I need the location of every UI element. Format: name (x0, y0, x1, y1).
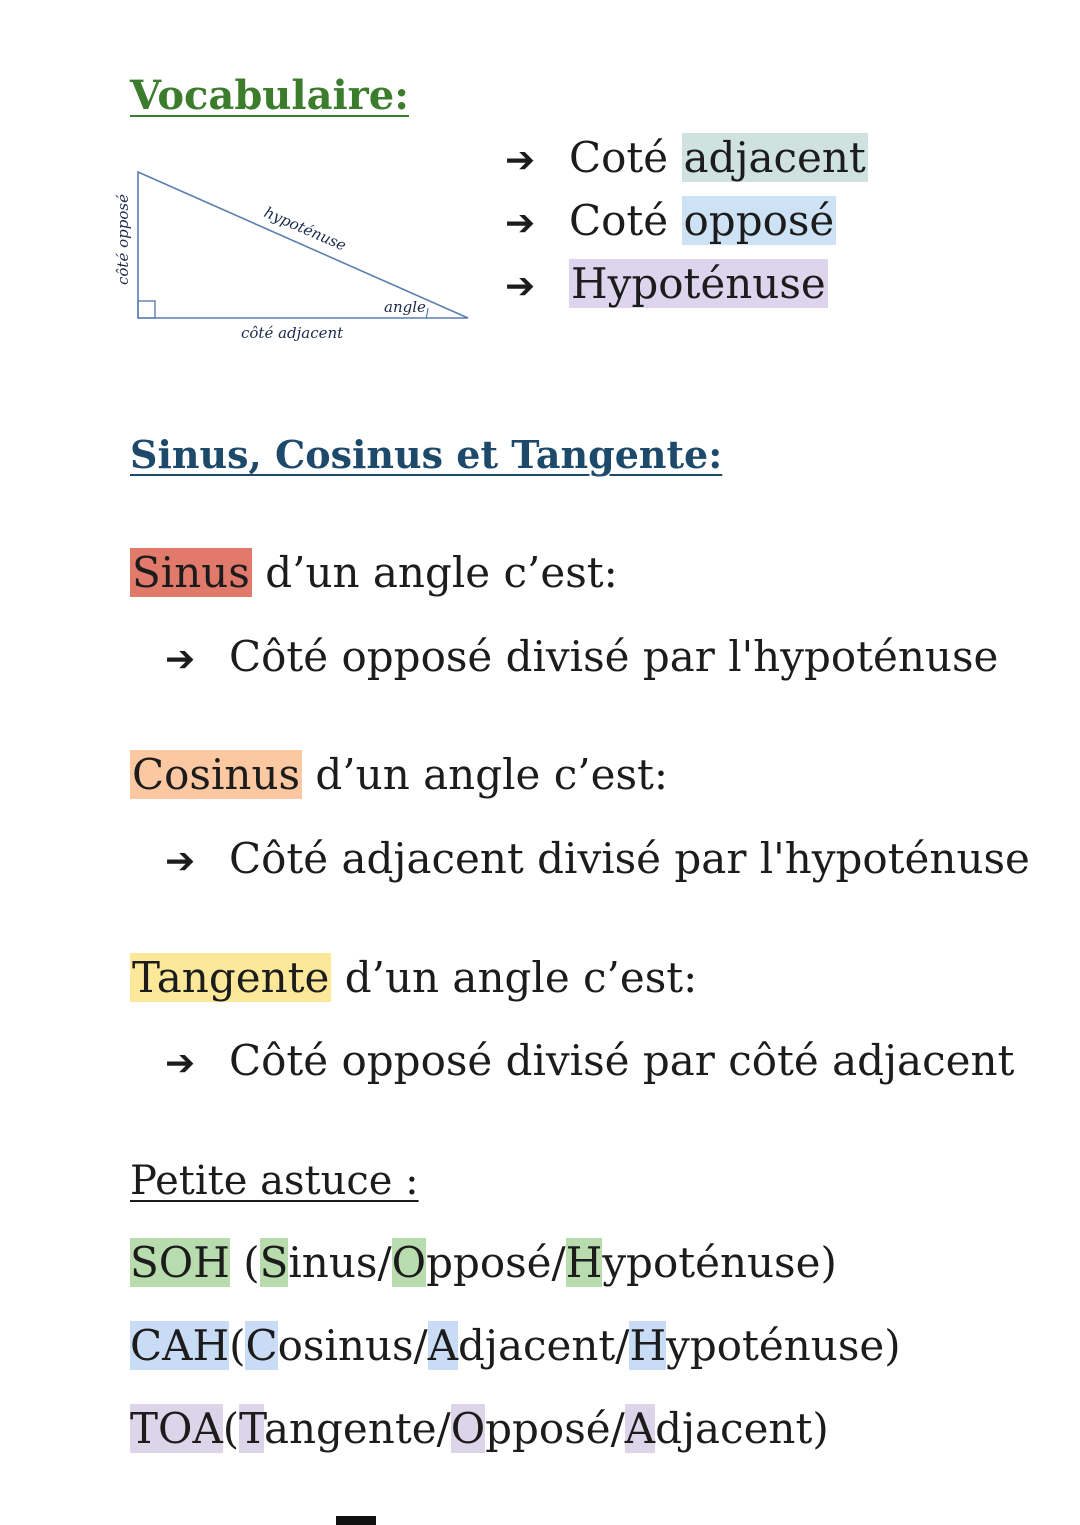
tangente-term: Tangente (132, 953, 330, 1002)
acronym: SOH (130, 1238, 230, 1287)
vocab-term: Hypoténuse (571, 259, 826, 308)
mnemonic-cah: CAH(Cosinus/Adjacent/Hypoténuse) (130, 1321, 901, 1370)
mnemonic-toa: TOA(Tangente/Opposé/Adjacent) (130, 1404, 829, 1453)
arrow-icon: ➔ (165, 841, 196, 882)
tangente-line: Tangente d’un angle c’est: (132, 953, 698, 1002)
mnemonic-soh: SOH (Sinus/Opposé/Hypoténuse) (130, 1238, 837, 1287)
tip-heading: Petite astuce : (130, 1158, 419, 1204)
vocab-term: opposé (683, 196, 835, 245)
vocab-item-hypotenuse (505, 254, 868, 317)
vocab-item-adjacent: ➔ Coté adjacent (505, 128, 868, 191)
arrow-icon: ➔ (165, 1043, 196, 1084)
right-angle-marker (138, 301, 155, 318)
arrow-icon: ➔ (505, 266, 536, 307)
vocab-list (505, 128, 868, 317)
sinus-term: Sinus (132, 548, 250, 597)
sinus-definition: ➔ Côté opposé divisé par l'hypoténuse (165, 632, 999, 681)
triangle-label-opposite: côté opposé (114, 194, 132, 285)
vocab-heading: Vocabulaire: (130, 72, 409, 119)
acronym: TOA (130, 1404, 223, 1453)
triangle-label-angle: angle (384, 298, 426, 316)
page-edge-mark (336, 1516, 376, 1525)
arrow-icon: ➔ (165, 639, 196, 680)
vocab-term: adjacent (683, 133, 866, 182)
triangle-label-adjacent: côté adjacent (241, 324, 344, 342)
triangle-label-hypotenuse: hypoténuse (261, 203, 349, 255)
triangle-shape (138, 172, 468, 318)
vocab-item-oppose: ➔ Coté opposé (505, 191, 868, 254)
tangente-definition: ➔ Côté opposé divisé par côté adjacent (165, 1036, 1015, 1085)
arrow-icon: ➔ (505, 140, 536, 181)
arrow-icon: ➔ (505, 203, 536, 244)
cosinus-line: Cosinus d’un angle c’est: (132, 750, 669, 799)
cosinus-definition: ➔ Côté adjacent divisé par l'hypoténuse (165, 834, 1030, 883)
sct-heading: Sinus, Cosinus et Tangente: (130, 432, 723, 477)
acronym: CAH (130, 1321, 230, 1370)
angle-arc (426, 308, 428, 318)
sinus-line: Sinus d’un angle c’est: (132, 548, 618, 597)
cosinus-term: Cosinus (132, 750, 301, 799)
right-triangle-diagram (108, 160, 478, 350)
